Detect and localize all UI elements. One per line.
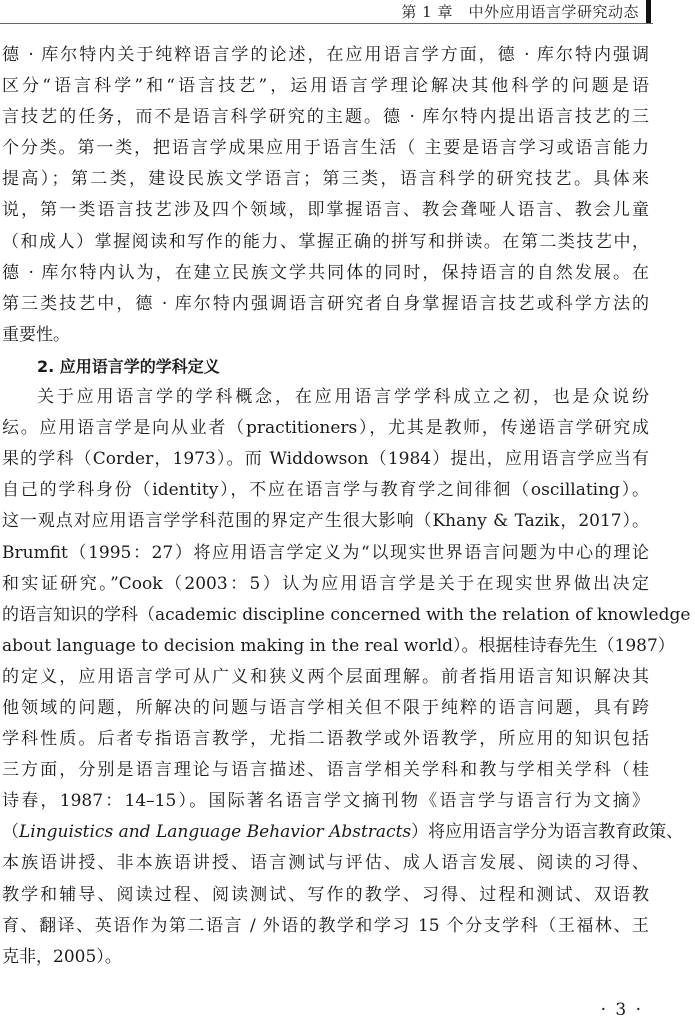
header-rule	[0, 23, 653, 24]
text-line: 克非，2005）。	[2, 946, 122, 967]
running-title: 第 1 章 中外应用语言学研究动态	[401, 3, 639, 21]
header-edge-bar	[646, 0, 651, 24]
text-line: 三方面，分别是语言理论与语言描述、语言学相关学科和教与学相关学科（桂	[2, 760, 649, 781]
text-line: 德 · 库尔特内关于纯粹语言学的论述，在应用语言学方面，德 · 库尔特内强调	[2, 45, 649, 65]
open-paren: （	[2, 822, 19, 843]
text-line: Brumfit（1995：27）将应用语言学定义为“以现实世界语言问题为中心的理论	[2, 542, 649, 563]
page-number: · 3 ·	[600, 1000, 643, 1020]
text-line: （和成人）掌握阅读和写作的能力、掌握正确的拼写和拼读。在第二类技艺中，	[2, 231, 649, 252]
text-line: 纭。应用语言学是向从业者（practitioners），尤其是教师，传递语言学研究成	[2, 418, 649, 439]
page-body	[2, 40, 691, 973]
text-line: 的定义，应用语言学可从广义和狭义两个层面理解。前者指用语言知识解决其	[2, 666, 649, 687]
text-line: 学科性质。后者专指语言教学，尤指二语教学或外语教学，所应用的知识包括	[2, 729, 649, 750]
text-line: 他领域的问题，所解决的问题与语言学相关但不限于纯粹的语言问题，具有跨	[2, 697, 649, 718]
text-line: 育、翻译、英语作为第二语言 / 外语的教学和学习 15 个分支学科（王福林、王	[2, 915, 649, 936]
text-line: 关于应用语言学的学科概念，在应用语言学学科成立之初，也是众说纷	[37, 387, 649, 408]
paragraph-1	[2, 40, 649, 351]
text-line: 重要性。	[2, 324, 70, 345]
text-line: 本族语讲授、非本族语讲授、语言测试与评估、成人语言发展、阅读的习得、	[2, 853, 649, 874]
text-line: 第三类技艺中，德 · 库尔特内强调语言研究者自身掌握语言技艺或科学方法的	[2, 293, 649, 314]
text-line: 教学和辅导、阅读过程、阅读测试、写作的教学、习得、过程和测试、双语教	[2, 884, 649, 905]
text-line: 和实证研究。”Cook（2003：5）认为应用语言学是关于在现实世界做出决定	[2, 573, 649, 594]
text-line: 自己的学科身份（identity），不应在语言学与教育学之间徘徊（oscillating）。	[2, 480, 649, 501]
section-subheading: 2. 应用语言学的学科定义	[37, 356, 220, 376]
text-line: 提高）；第二类，建设民族文学语言；第三类，语言科学的研究技艺。具体来	[2, 169, 649, 190]
text-line: 区分“语言科学”和“语言技艺”，运用语言学理论解决其他科学的问题是语	[2, 76, 649, 97]
text-line: 德 · 库尔特内认为，在建立民族文学共同体的同时，保持语言的自然发展。在	[2, 262, 649, 283]
text-line: 个分类。第一类，把语言学成果应用于语言生活（ 主要是语言学习或语言能力	[2, 138, 649, 159]
paragraph-2-tail	[2, 848, 649, 972]
text-line: 言技艺的任务，而不是语言科学研究的主题。德 · 库尔特内提出语言技艺的三	[2, 107, 649, 128]
text-line: 诗春，1987：14–15）。国际著名语言学文摘刊物《语言学与语言行为文摘》	[2, 791, 649, 812]
text-line: 的语言知识的学科（academic discipline concerned with the relation of knowledge	[2, 604, 691, 625]
text-line: 说，第一类语言技艺涉及四个领域，即掌握语言、教会聋哑人语言、教会儿童	[2, 200, 649, 221]
text-line	[2, 817, 684, 848]
text-line: 果的学科（Corder，1973）。而 Widdowson（1984）提出，应用语言学应当有	[2, 449, 649, 470]
text-line: about language to decision making in the real world）。根据桂诗春先生（1987）	[2, 635, 675, 656]
running-header	[0, 0, 653, 24]
paragraph-2	[2, 382, 691, 817]
text-line: 这一观点对应用语言学学科范围的界定产生很大影响（Khany & Tazik，2017）。	[2, 511, 649, 532]
line-rest: ）将应用语言学分为语言教育政策、	[411, 822, 684, 843]
journal-title-italic: Linguistics and Language Behavior Abstracts	[19, 822, 412, 843]
